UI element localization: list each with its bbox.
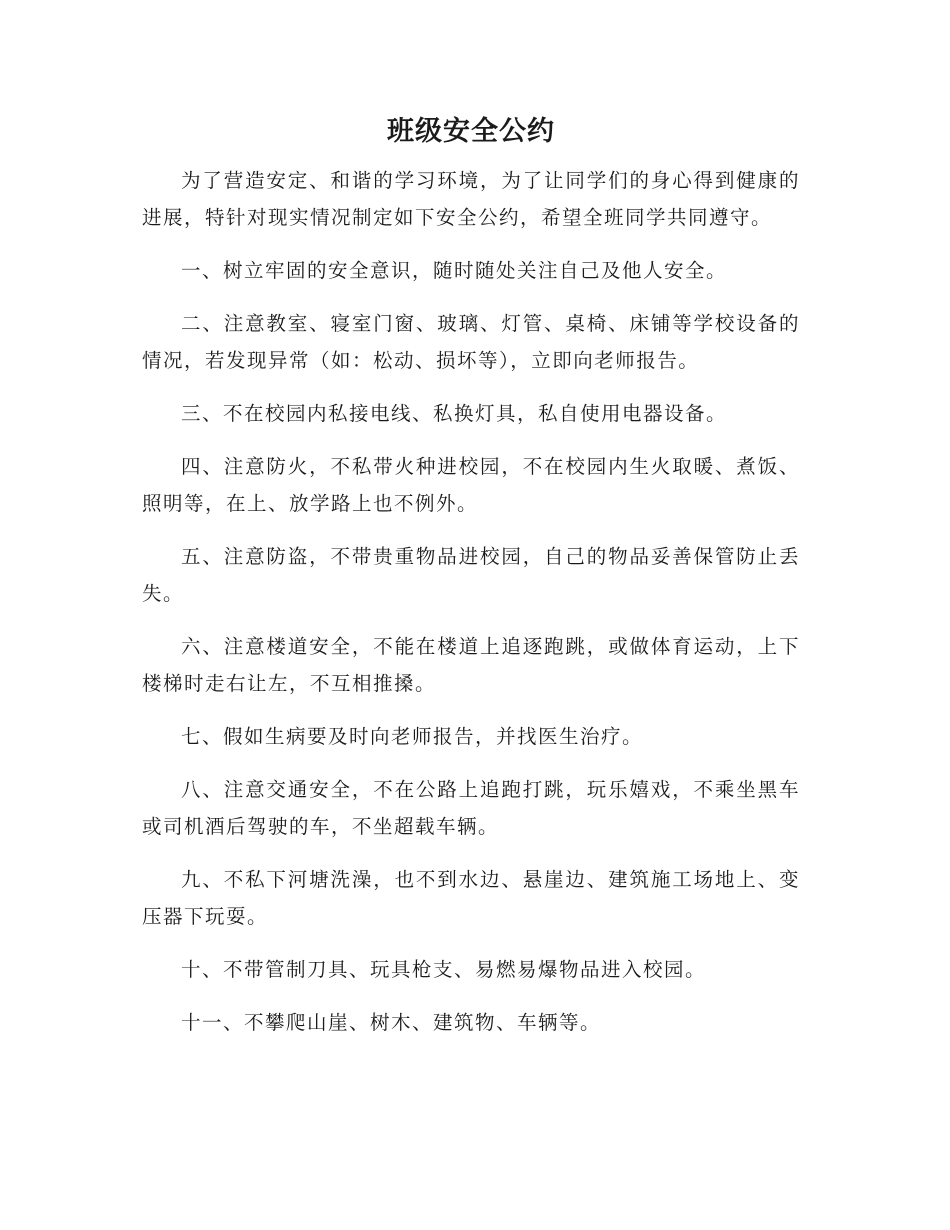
rule-item-10: 十、不带管制刀具、玩具枪支、易燃易爆物品进入校园。 — [181, 958, 707, 981]
rule-item-5: 五、注意防盗，不带贵重物品进校园，自己的物品妥善保管防止丢失。 — [142, 545, 800, 605]
rule-item-2: 二、注意教室、寝室门窗、玻璃、灯管、桌椅、床铺等学校设备的情况，若发现异常（如：松动、损坏等），立即向老师报告。 — [142, 312, 800, 372]
rule-item-6: 六、注意楼道安全，不能在楼道上追逐跑跳，或做体育运动，上下楼梯时走右让左，不互相推搡。 — [142, 635, 800, 695]
document-content — [142, 112, 800, 1057]
rule-item-9: 九、不私下河塘洗澡，也不到水边、悬崖边、建筑施工场地上、变压器下玩耍。 — [142, 868, 800, 928]
intro-paragraph: 为了营造安定、和谐的学习环境，为了让同学们的身心得到健康的进展，特针对现实情况制定如下安全公约，希望全班同学共同遵守。 — [142, 169, 800, 229]
rule-item-1: 一、树立牢固的安全意识，随时随处关注自己及他人安全。 — [181, 259, 728, 282]
rule-item-11: 十一、不攀爬山崖、树木、建筑物、车辆等。 — [181, 1011, 602, 1034]
rule-item-4: 四、注意防火，不私带火种进校园，不在校园内生火取暖、煮饭、照明等，在上、放学路上也不例外。 — [142, 455, 800, 515]
rule-item-3: 三、不在校园内私接电线、私换灯具，私自使用电器设备。 — [181, 402, 728, 425]
document-title: 班级安全公约 — [387, 116, 555, 147]
rule-item-8: 八、注意交通安全，不在公路上追跑打跳，玩乐嬉戏，不乘坐黑车或司机酒后驾驶的车，不坐超载车辆。 — [142, 778, 800, 838]
rule-item-7: 七、假如生病要及时向老师报告，并找医生治疗。 — [181, 725, 644, 748]
